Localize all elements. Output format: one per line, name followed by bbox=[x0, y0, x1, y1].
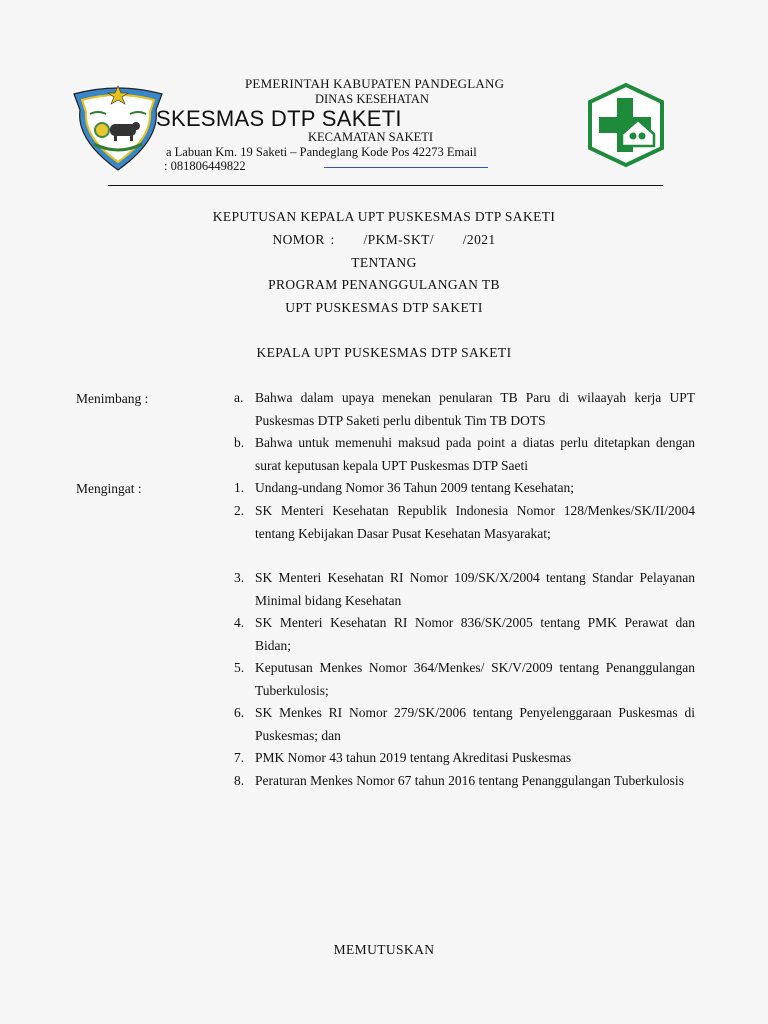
decree-title: KEPUTUSAN KEPALA UPT PUSKESMAS DTP SAKETI bbox=[212, 209, 556, 224]
puskesmas-cross-icon bbox=[584, 82, 668, 168]
recalling-item bbox=[234, 657, 695, 702]
letterhead-divider bbox=[108, 185, 663, 186]
address-line: a Labuan Km. 19 Saketi – Pandeglang Kode Pos 42273 Email bbox=[166, 145, 477, 159]
decree-subject: PROGRAM PENANGGULANGAN TB bbox=[268, 277, 500, 292]
considering-label: Menimbang : bbox=[76, 391, 149, 406]
item-text: PMK Nomor 43 tahun 2019 tentang Akreditasi Puskesmas bbox=[255, 750, 572, 765]
item-text: Bahwa untuk memenuhi maksud pada point a diatas perlu ditetapkan dengan surat keputusan kepala UPT Puskesmas DTP Saeti bbox=[255, 435, 695, 473]
item-marker: 4. bbox=[234, 615, 245, 630]
institution-name: SKESMAS DTP SAKETI bbox=[156, 106, 402, 131]
decree-about: TENTANG bbox=[351, 255, 417, 270]
agency-name: DINAS KESEHATAN bbox=[315, 92, 429, 106]
considering-item bbox=[234, 387, 695, 432]
item-text: SK Menkes RI Nomor 279/SK/2006 tentang Penyelenggaraan Puskesmas di Puskesmas; dan bbox=[255, 705, 695, 743]
recalling-item bbox=[234, 702, 695, 747]
item-marker: 7. bbox=[234, 750, 245, 765]
recalling-item bbox=[234, 477, 695, 500]
recalling-item bbox=[234, 567, 695, 612]
decree-subject-unit: UPT PUSKESMAS DTP SAKETI bbox=[285, 300, 483, 315]
decree-number: NOMOR : /PKM-SKT/ /2021 bbox=[272, 232, 496, 247]
recalling-item bbox=[234, 747, 695, 770]
government-name: PEMERINTAH KABUPATEN PANDEGLANG bbox=[245, 76, 505, 91]
email-link-underline[interactable] bbox=[324, 167, 488, 168]
item-text: SK Menteri Kesehatan RI Nomor 109/SK/X/2004 tentang Standar Pelayanan Minimal bidang Kesehatan bbox=[255, 570, 695, 608]
recalling-item bbox=[234, 500, 695, 545]
item-marker: a. bbox=[234, 390, 244, 405]
considering-item bbox=[234, 432, 695, 477]
item-marker: 5. bbox=[234, 660, 245, 675]
item-text: Bahwa dalam upaya menekan penularan TB Paru di wilaayah kerja UPT Puskesmas DTP Saketi perlu dibentuk Tim TB DOTS bbox=[255, 390, 695, 428]
recalling-label: Mengingat : bbox=[76, 481, 142, 496]
item-marker: 2. bbox=[234, 503, 245, 518]
item-text: Undang-undang Nomor 36 Tahun 2009 tentang Kesehatan; bbox=[255, 480, 574, 495]
item-text: SK Menteri Kesehatan Republik Indonesia Nomor 128/Menkes/SK/II/2004 tentang Kebijakan Dasar Pusat Kesehatan Masyarakat; bbox=[255, 503, 695, 541]
item-marker: 3. bbox=[234, 570, 245, 585]
item-marker: b. bbox=[234, 435, 245, 450]
recalling-item bbox=[234, 612, 695, 657]
item-text: Peraturan Menkes Nomor 67 tahun 2016 tentang Penanggulangan Tuberkulosis bbox=[255, 773, 684, 788]
phone-line: : 081806449822 bbox=[164, 159, 246, 173]
item-text: SK Menteri Kesehatan RI Nomor 836/SK/2005 tentang PMK Perawat dan Bidan; bbox=[255, 615, 695, 653]
pandeglang-crest-icon bbox=[70, 80, 166, 172]
item-marker: 6. bbox=[234, 705, 245, 720]
district-name: KECAMATAN SAKETI bbox=[308, 130, 434, 144]
decision-heading: MEMUTUSKAN bbox=[333, 942, 435, 957]
item-marker: 8. bbox=[234, 773, 245, 788]
item-marker: 1. bbox=[234, 480, 245, 495]
recalling-item bbox=[234, 770, 695, 793]
decree-authority-heading: KEPALA UPT PUSKESMAS DTP SAKETI bbox=[256, 345, 512, 360]
item-text: Keputusan Menkes Nomor 364/Menkes/ SK/V/2009 tentang Penanggulangan Tuberkulosis; bbox=[255, 660, 695, 698]
